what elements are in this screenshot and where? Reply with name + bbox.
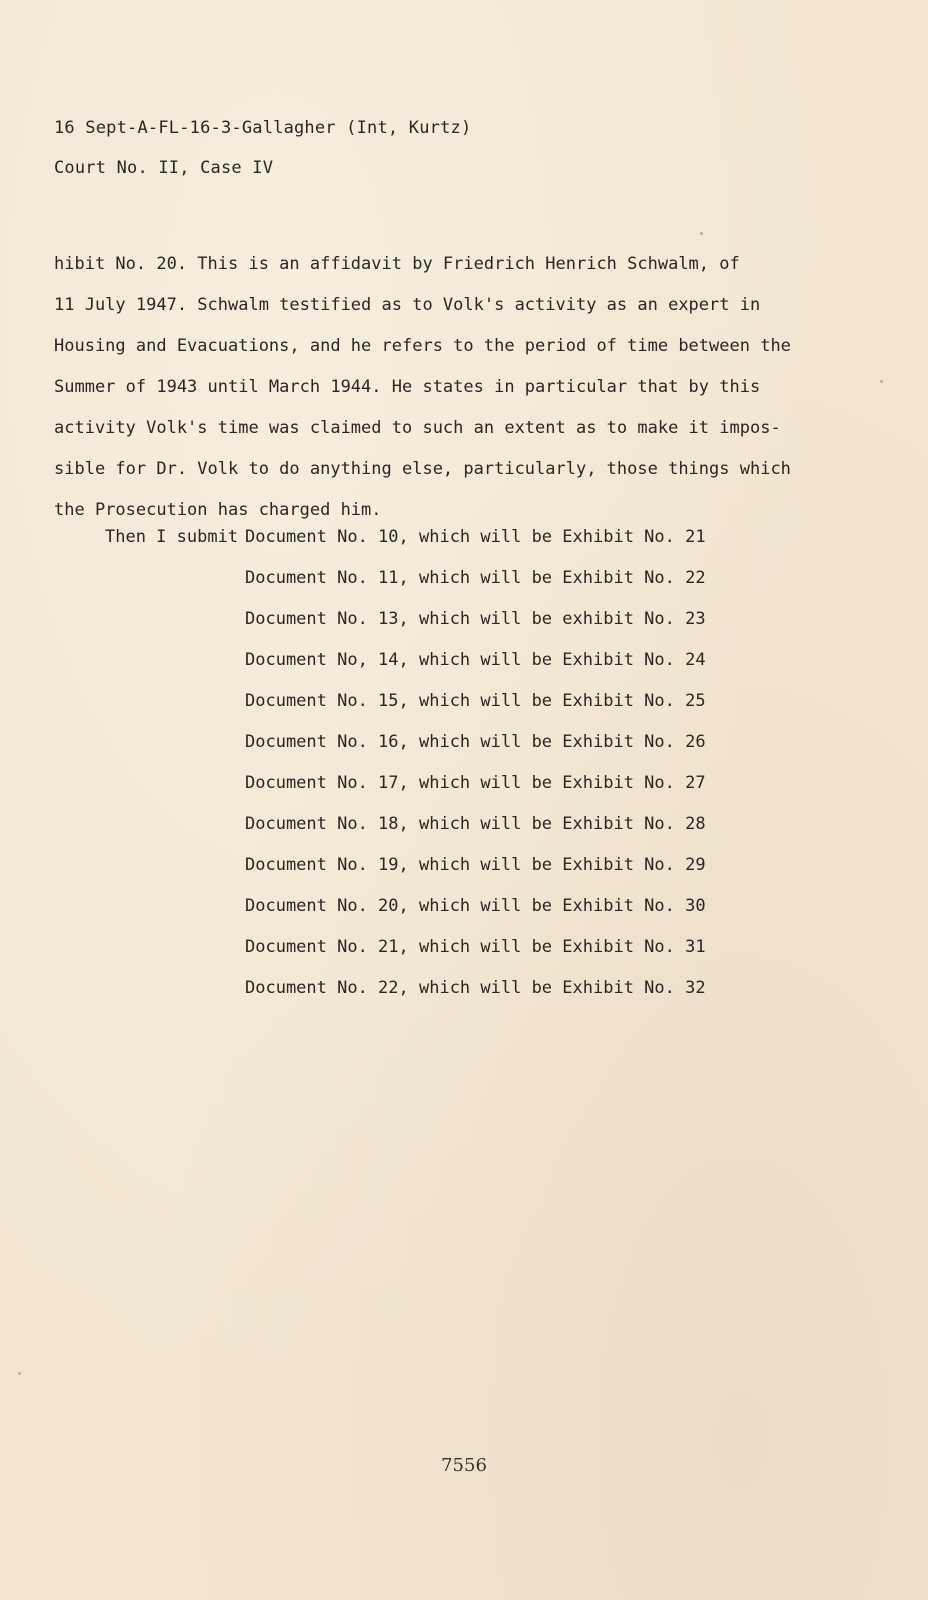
- paper-speck: [700, 232, 703, 235]
- document-row: [0, 527, 928, 568]
- document-entry: Document No. 16, which will be Exhibit No. 26: [245, 732, 706, 752]
- document-entry: Document No. 15, which will be Exhibit No. 25: [245, 691, 706, 711]
- document-row: [0, 650, 928, 691]
- paragraph-line: activity Volk's time was claimed to such an extent as to make it impos-: [54, 418, 781, 438]
- document-row: [0, 855, 928, 896]
- paragraph-line: the Prosecution has charged him.: [54, 500, 382, 520]
- paragraph-line: hibit No. 20. This is an affidavit by Friedrich Henrich Schwalm, of: [54, 254, 740, 274]
- document-row: [0, 568, 928, 609]
- document-entry: Document No. 10, which will be Exhibit No. 21: [245, 527, 706, 547]
- header-line-1: 16 Sept-A-FL-16-3-Gallagher (Int, Kurtz): [54, 118, 472, 138]
- document-entry: Document No. 20, which will be Exhibit No. 30: [245, 896, 706, 916]
- document-row: [0, 773, 928, 814]
- header-line-2: Court No. II, Case IV: [54, 158, 274, 178]
- document-row: [0, 609, 928, 650]
- document-entry: Document No. 18, which will be Exhibit No. 28: [245, 814, 706, 834]
- document-entry: Document No. 22, which will be Exhibit No. 32: [245, 978, 706, 998]
- document-entry: Document No. 11, which will be Exhibit No. 22: [245, 568, 706, 588]
- document-entry: Document No, 14, which will be Exhibit No. 24: [245, 650, 706, 670]
- paper-speck: [18, 1372, 21, 1375]
- paragraph-line: 11 July 1947. Schwalm testified as to Volk's activity as an expert in: [54, 295, 761, 315]
- paper-speck: [880, 380, 883, 383]
- body-paragraph: [54, 244, 874, 531]
- paragraph-line: Housing and Evacuations, and he refers to the period of time between the: [54, 336, 791, 356]
- page-number: 7556: [441, 1455, 487, 1476]
- document-entry: Document No. 19, which will be Exhibit No. 29: [245, 855, 706, 875]
- document-entry: Document No. 17, which will be Exhibit No. 27: [245, 773, 706, 793]
- document-row: [0, 978, 928, 1019]
- document-row: [0, 814, 928, 855]
- submit-lead: Then I submit: [105, 527, 239, 547]
- paragraph-line: Summer of 1943 until March 1944. He states in particular that by this: [54, 377, 761, 397]
- paragraph-line: sible for Dr. Volk to do anything else, particularly, those things which: [54, 459, 791, 479]
- document-entry: Document No. 13, which will be exhibit No. 23: [245, 609, 706, 629]
- document-entry: Document No. 21, which will be Exhibit No. 31: [245, 937, 706, 957]
- document-row: [0, 732, 928, 773]
- document-row: [0, 937, 928, 978]
- document-exhibit-list: [0, 527, 928, 1019]
- document-row: [0, 896, 928, 937]
- document-row: [0, 691, 928, 732]
